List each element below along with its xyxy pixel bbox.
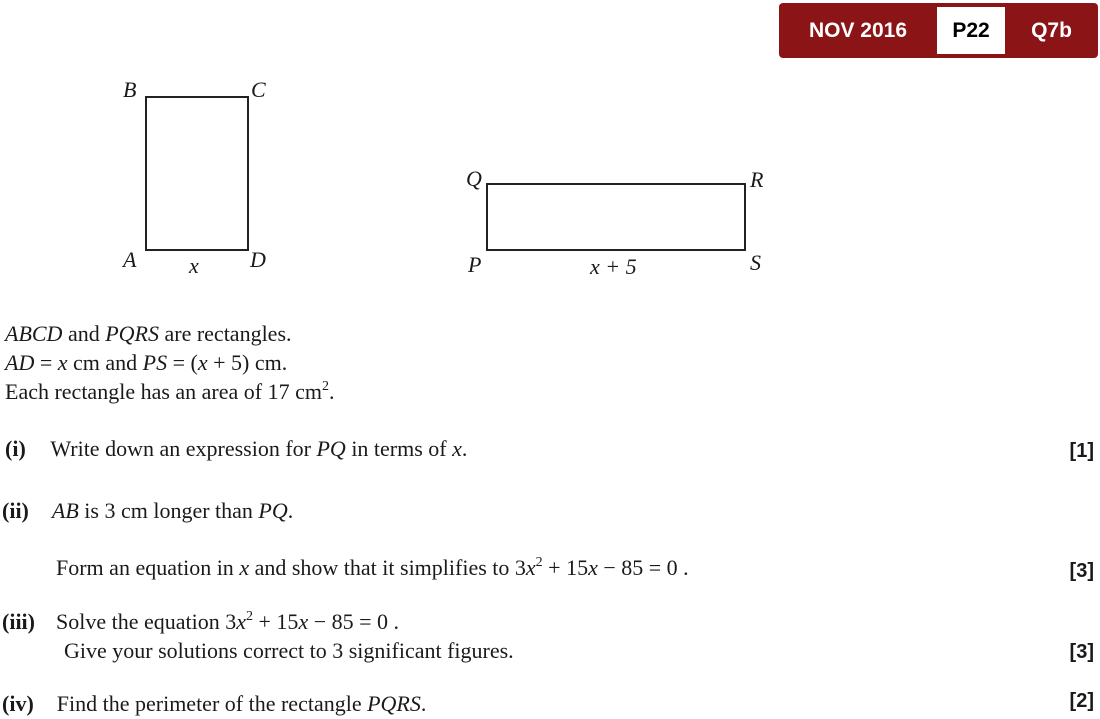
vertex-d-label: D	[250, 247, 266, 272]
intro-line-1: ABCD and PQRS are rectangles.	[5, 321, 292, 346]
vertex-c-label: C	[251, 77, 266, 102]
part-ii-number: (ii)	[2, 498, 29, 523]
intro-line-2: AD = x cm and PS = (x + 5) cm.	[5, 350, 288, 375]
rectangle-abcd	[145, 96, 249, 251]
part-i-number: (i)	[5, 436, 26, 461]
part-i: (i) Write down an expression for PQ in terms of x.	[5, 436, 468, 461]
question-reference-tag	[779, 3, 1098, 58]
part-iii-line-2: Give your solutions correct to 3 significant figures.	[64, 638, 514, 663]
rectangle-pqrs	[486, 183, 746, 251]
part-iv-number: (iv)	[2, 691, 34, 716]
vertex-s-label: S	[750, 250, 761, 275]
part-iii-marks: [3]	[1069, 641, 1094, 663]
part-ii-marks: [3]	[1069, 560, 1094, 582]
vertex-b-label: B	[123, 77, 137, 102]
vertex-a-label: A	[123, 247, 137, 272]
part-iv: (iv) Find the perimeter of the rectangle PQRS.	[2, 691, 427, 716]
vertex-q-label: Q	[466, 166, 482, 191]
question-label: Q7b	[1031, 19, 1072, 42]
part-ii-line-2: Form an equation in x and show that it simplifies to $3x^2 + 15x - 85 = 0$ .	[56, 555, 689, 580]
vertex-p-label: P	[468, 252, 482, 277]
intro-line-3: Each rectangle has an area of 17 $cm^2$.	[5, 379, 335, 404]
part-iv-marks: [2]	[1069, 690, 1094, 712]
session-label: NOV 2016	[808, 19, 908, 42]
part-iii-line-1: (iii) Solve the equation $3x^2 + 15x - 85 = 0$ .	[2, 609, 400, 634]
part-ii-line-1: (ii) AB is 3 cm longer than PQ.	[2, 498, 294, 523]
paper-label: P22	[937, 7, 1005, 54]
part-iii-number: (iii)	[2, 609, 35, 634]
vertex-r-label: R	[750, 167, 764, 192]
side-ps-label: x + 5	[590, 254, 637, 279]
part-i-marks: [1]	[1069, 440, 1094, 462]
side-ad-label: x	[189, 253, 199, 278]
